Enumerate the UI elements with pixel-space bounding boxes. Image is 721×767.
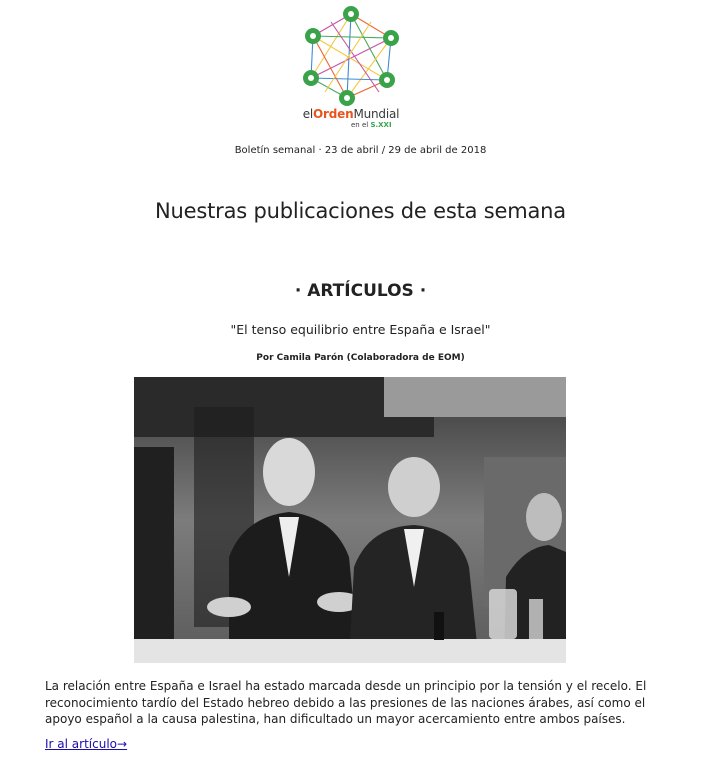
article-byline: Por Camila Parón (Colaboradora de EOM) [256,353,465,363]
issue-date-line: Boletín semanal · 23 de abril / 29 de abril de 2018 [234,145,487,156]
globe-network-icon [297,4,405,108]
article-summary: La relación entre España e Israel ha estado marcada desde un principio por la tensión y el recelo. El reconocimiento tardío del Estado hebreo debido a las presiones de las naciones árabes, así como el apoyo español a la causa palestina, han dificultado un mayor acercamiento entre ambos países. [45,679,647,726]
article-title: "El tenso equilibrio entre España e Israel" [230,322,491,337]
article-photo [134,377,566,663]
brand-name: elOrdenMundial [302,107,400,121]
brand-subtitle: en el S.XXI [351,121,392,129]
read-article-link[interactable]: Ir al artículo→ [45,737,128,751]
section-title: · ARTÍCULOS · [294,281,427,301]
logo [297,4,405,128]
page-title: Nuestras publicaciones de esta semana [155,199,566,223]
